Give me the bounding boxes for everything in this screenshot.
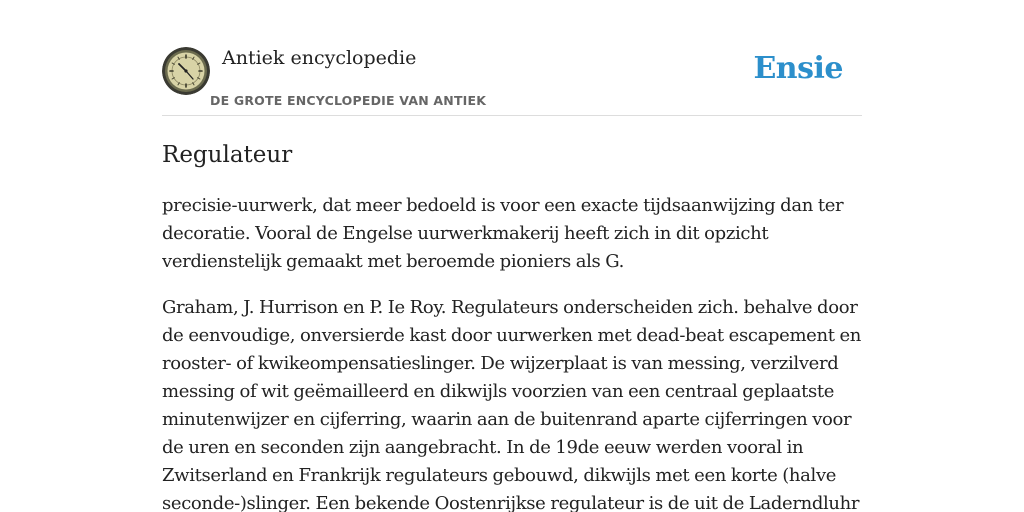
ensie-brand-link[interactable]: Ensie xyxy=(753,51,843,86)
page xyxy=(162,0,862,512)
article-title: Regulateur xyxy=(162,142,293,168)
article xyxy=(162,139,862,512)
site-subtitle: DE GROTE ENCYCLOPEDIE VAN ANTIEK xyxy=(210,93,487,108)
article-paragraph: precisie-uurwerk, dat meer bedoeld is voor een exacte tijdsaanwijzing dan ter decoratie. Vooral de Engelse uurwerkmakerij heeft zich in dit opzicht verdienstelijk gemaakt met beroemde pioniers als G. xyxy=(162,195,844,272)
site-header xyxy=(162,0,862,116)
site-title[interactable]: Antiek encyclopedie xyxy=(222,47,417,69)
article-paragraph: Graham, J. Hurrison en P. Ie Roy. Regulateurs onderscheiden zich. behalve door de eenvoudige, onversierde kast door uurwerken met dead-beat escapement en rooster- of kwikeompensatieslinger. De wijzerplaat is van messing, verzilverd messing of wit geëmailleerd en dikwijls voorzien van een centraal geplaatste minutenwijzer en cijferring, waarin aan de buitenrand aparte cijferringen voor de uren en seconden zijn aangebracht. In de 19de eeuw werden vooral in Zwitserland en Frankrijk regulateurs gebouwd, dikwijls met een korte (halve seconde-)slinger. Een bekende Oostenrijkse regulateur is de uit de Laderndluhr xyxy=(162,297,862,512)
antique-clock-face-icon[interactable] xyxy=(162,47,210,95)
article-body xyxy=(162,192,862,512)
